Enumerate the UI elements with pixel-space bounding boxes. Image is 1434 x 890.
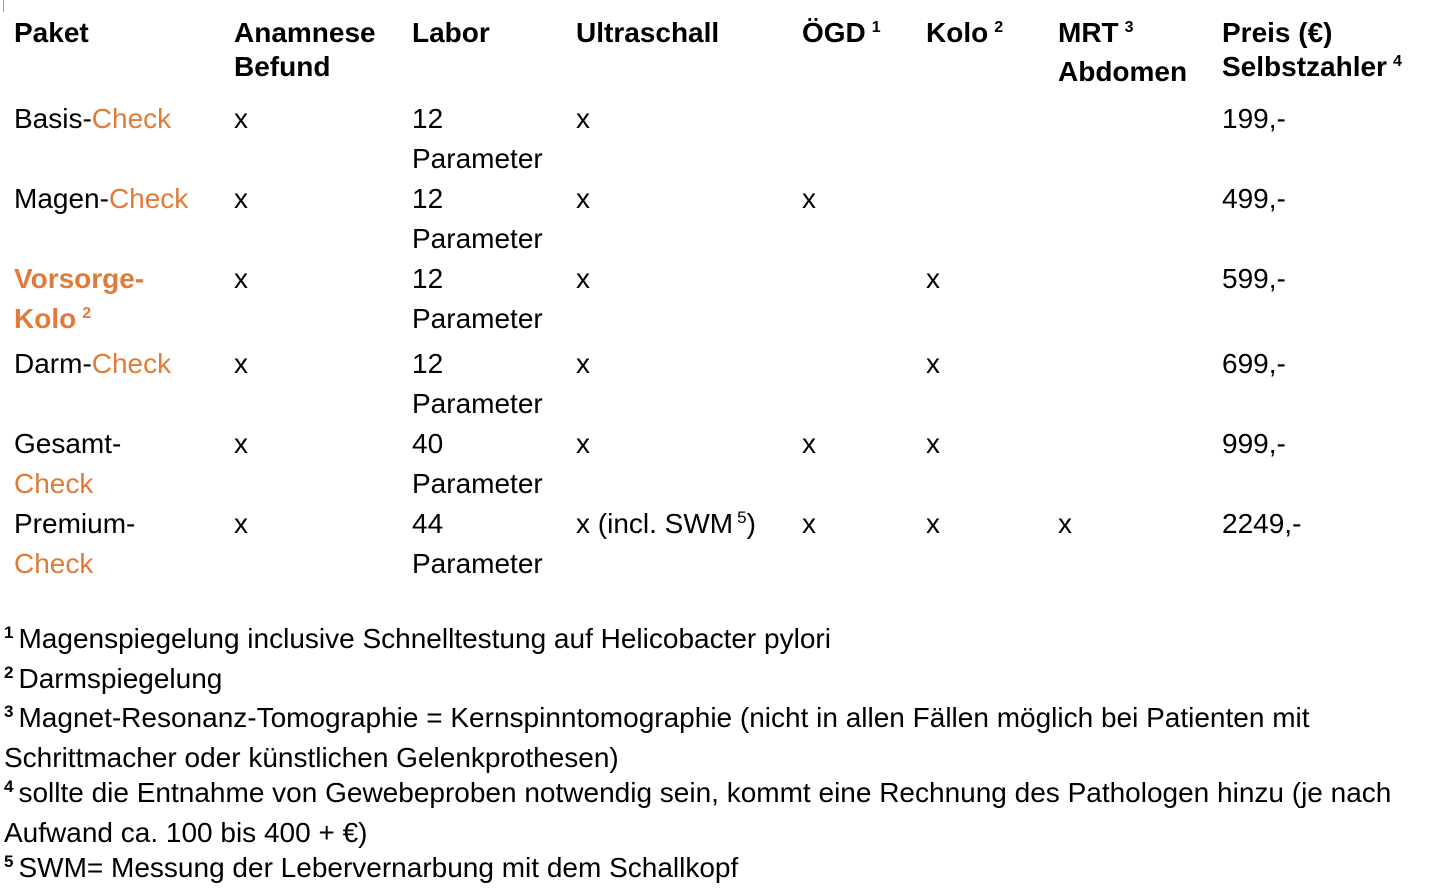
table-cell-ultraschall: x [576, 183, 590, 214]
footnote-ref: 3 [1124, 19, 1134, 36]
table-cell-anamnese: x [234, 428, 248, 459]
table-cell-oegd: x [802, 508, 816, 539]
footnote-item: $^1$ Magenspiegelung inclusive Schnelltestung auf Helicobacter pylori [4, 623, 831, 654]
table-cell-preis: 2249,- [1222, 508, 1302, 539]
table-cell-oegd [802, 259, 926, 344]
table-cell-anamnese: x [234, 508, 248, 539]
table-cell-mrt: x [1058, 508, 1072, 539]
footnote-item: $^5$ SWM= Messung der Lebervernarbung mit dem Schallkopf [4, 852, 739, 883]
table-cell-ultraschall: x [576, 428, 590, 459]
table-cell-anamnese: x [234, 263, 248, 294]
footnote-ref: 2 [82, 305, 92, 322]
table-cell-mrt [1058, 344, 1222, 424]
table-cell-kolo: x [926, 263, 940, 294]
header-preis: Preis (€) Selbstzahler $^4$ [1222, 17, 1402, 82]
table-cell-paket: Magen-Check [14, 183, 189, 214]
table-cell-mrt [1058, 259, 1222, 344]
footnote-ref: 4 [1392, 53, 1402, 70]
table-cell-preis: 599,- [1222, 263, 1286, 294]
table-cell-paket: Basis-Check [14, 103, 172, 134]
table-cell-anamnese: x [234, 183, 248, 214]
table-cell-paket: Vorsorge- Kolo $^2$ [14, 263, 145, 334]
table-cell-ultraschall: x [576, 263, 590, 294]
table-cell-labor: 44 Parameter [412, 508, 543, 579]
table-cell-oegd: x [802, 183, 816, 214]
table-cell-preis: 699,- [1222, 348, 1286, 379]
table-cell-mrt [1058, 99, 1222, 179]
table-cell-mrt [1058, 424, 1222, 504]
table-cell-preis: 499,- [1222, 183, 1286, 214]
footnote-item: $^4$ sollte die Entnahme von Gewebeproben notwendig sein, kommt eine Rechnung des Pathologen hinzu (je nach Aufwand ca. 100 bis 400 + €) [4, 777, 1392, 848]
corner-tick-mark [3, 0, 4, 12]
header-anamnese: Anamnese Befund [234, 17, 376, 82]
table-cell-labor: 12 Parameter [412, 348, 543, 419]
header-kolo: Kolo $^2$ [926, 17, 1004, 48]
footnote-item: $^2$ Darmspiegelung [4, 662, 223, 694]
table-cell-ultraschall: x (incl. SWM $^5$) [576, 508, 756, 539]
header-oegd: ÖGD $^1$ [802, 17, 881, 48]
table-cell-anamnese: x [234, 348, 248, 379]
table-cell-labor: 12 Parameter [412, 263, 543, 334]
header-paket: Paket [14, 17, 89, 48]
table-cell-oegd [802, 99, 926, 179]
table-cell-anamnese: x [234, 103, 248, 134]
table-cell-ultraschall: x [576, 103, 590, 134]
footnote-ref: 2 [994, 19, 1004, 36]
table-cell-paket: Premium- Check [14, 508, 136, 579]
table-cell-preis: 199,- [1222, 103, 1286, 134]
footnote-ref: 5 [737, 508, 747, 527]
table-cell-preis: 999,- [1222, 428, 1286, 459]
header-ultraschall: Ultraschall [576, 17, 720, 48]
table-cell-kolo: x [926, 348, 940, 379]
table-cell-mrt [1058, 179, 1222, 259]
table-cell-paket: Gesamt- Check [14, 428, 122, 499]
header-mrt: MRT $^3$ Abdomen [1058, 17, 1188, 87]
table-cell-kolo [926, 179, 1058, 259]
table-cell-ultraschall: x [576, 348, 590, 379]
header-labor: Labor [412, 17, 490, 48]
table-cell-paket: Darm-Check [14, 348, 172, 379]
table-cell-labor: 40 Parameter [412, 428, 543, 499]
table-cell-kolo [926, 99, 1058, 179]
package-table [14, 16, 1422, 584]
table-cell-kolo: x [926, 428, 940, 459]
table-cell-oegd: x [802, 428, 816, 459]
table-cell-labor: 12 Parameter [412, 103, 543, 174]
footnote-item: $^3$ Magnet-Resonanz-Tomographie = Kernspinntomographie (nicht in allen Fällen möglich bei Patienten mit Schrittmacher oder künstlichen Gelenkprothesen) [4, 702, 1310, 773]
table-cell-labor: 12 Parameter [412, 183, 543, 254]
footnotes [4, 621, 1424, 890]
footnote-ref: 1 [871, 19, 881, 36]
table-cell-oegd [802, 344, 926, 424]
table-cell-kolo: x [926, 508, 940, 539]
